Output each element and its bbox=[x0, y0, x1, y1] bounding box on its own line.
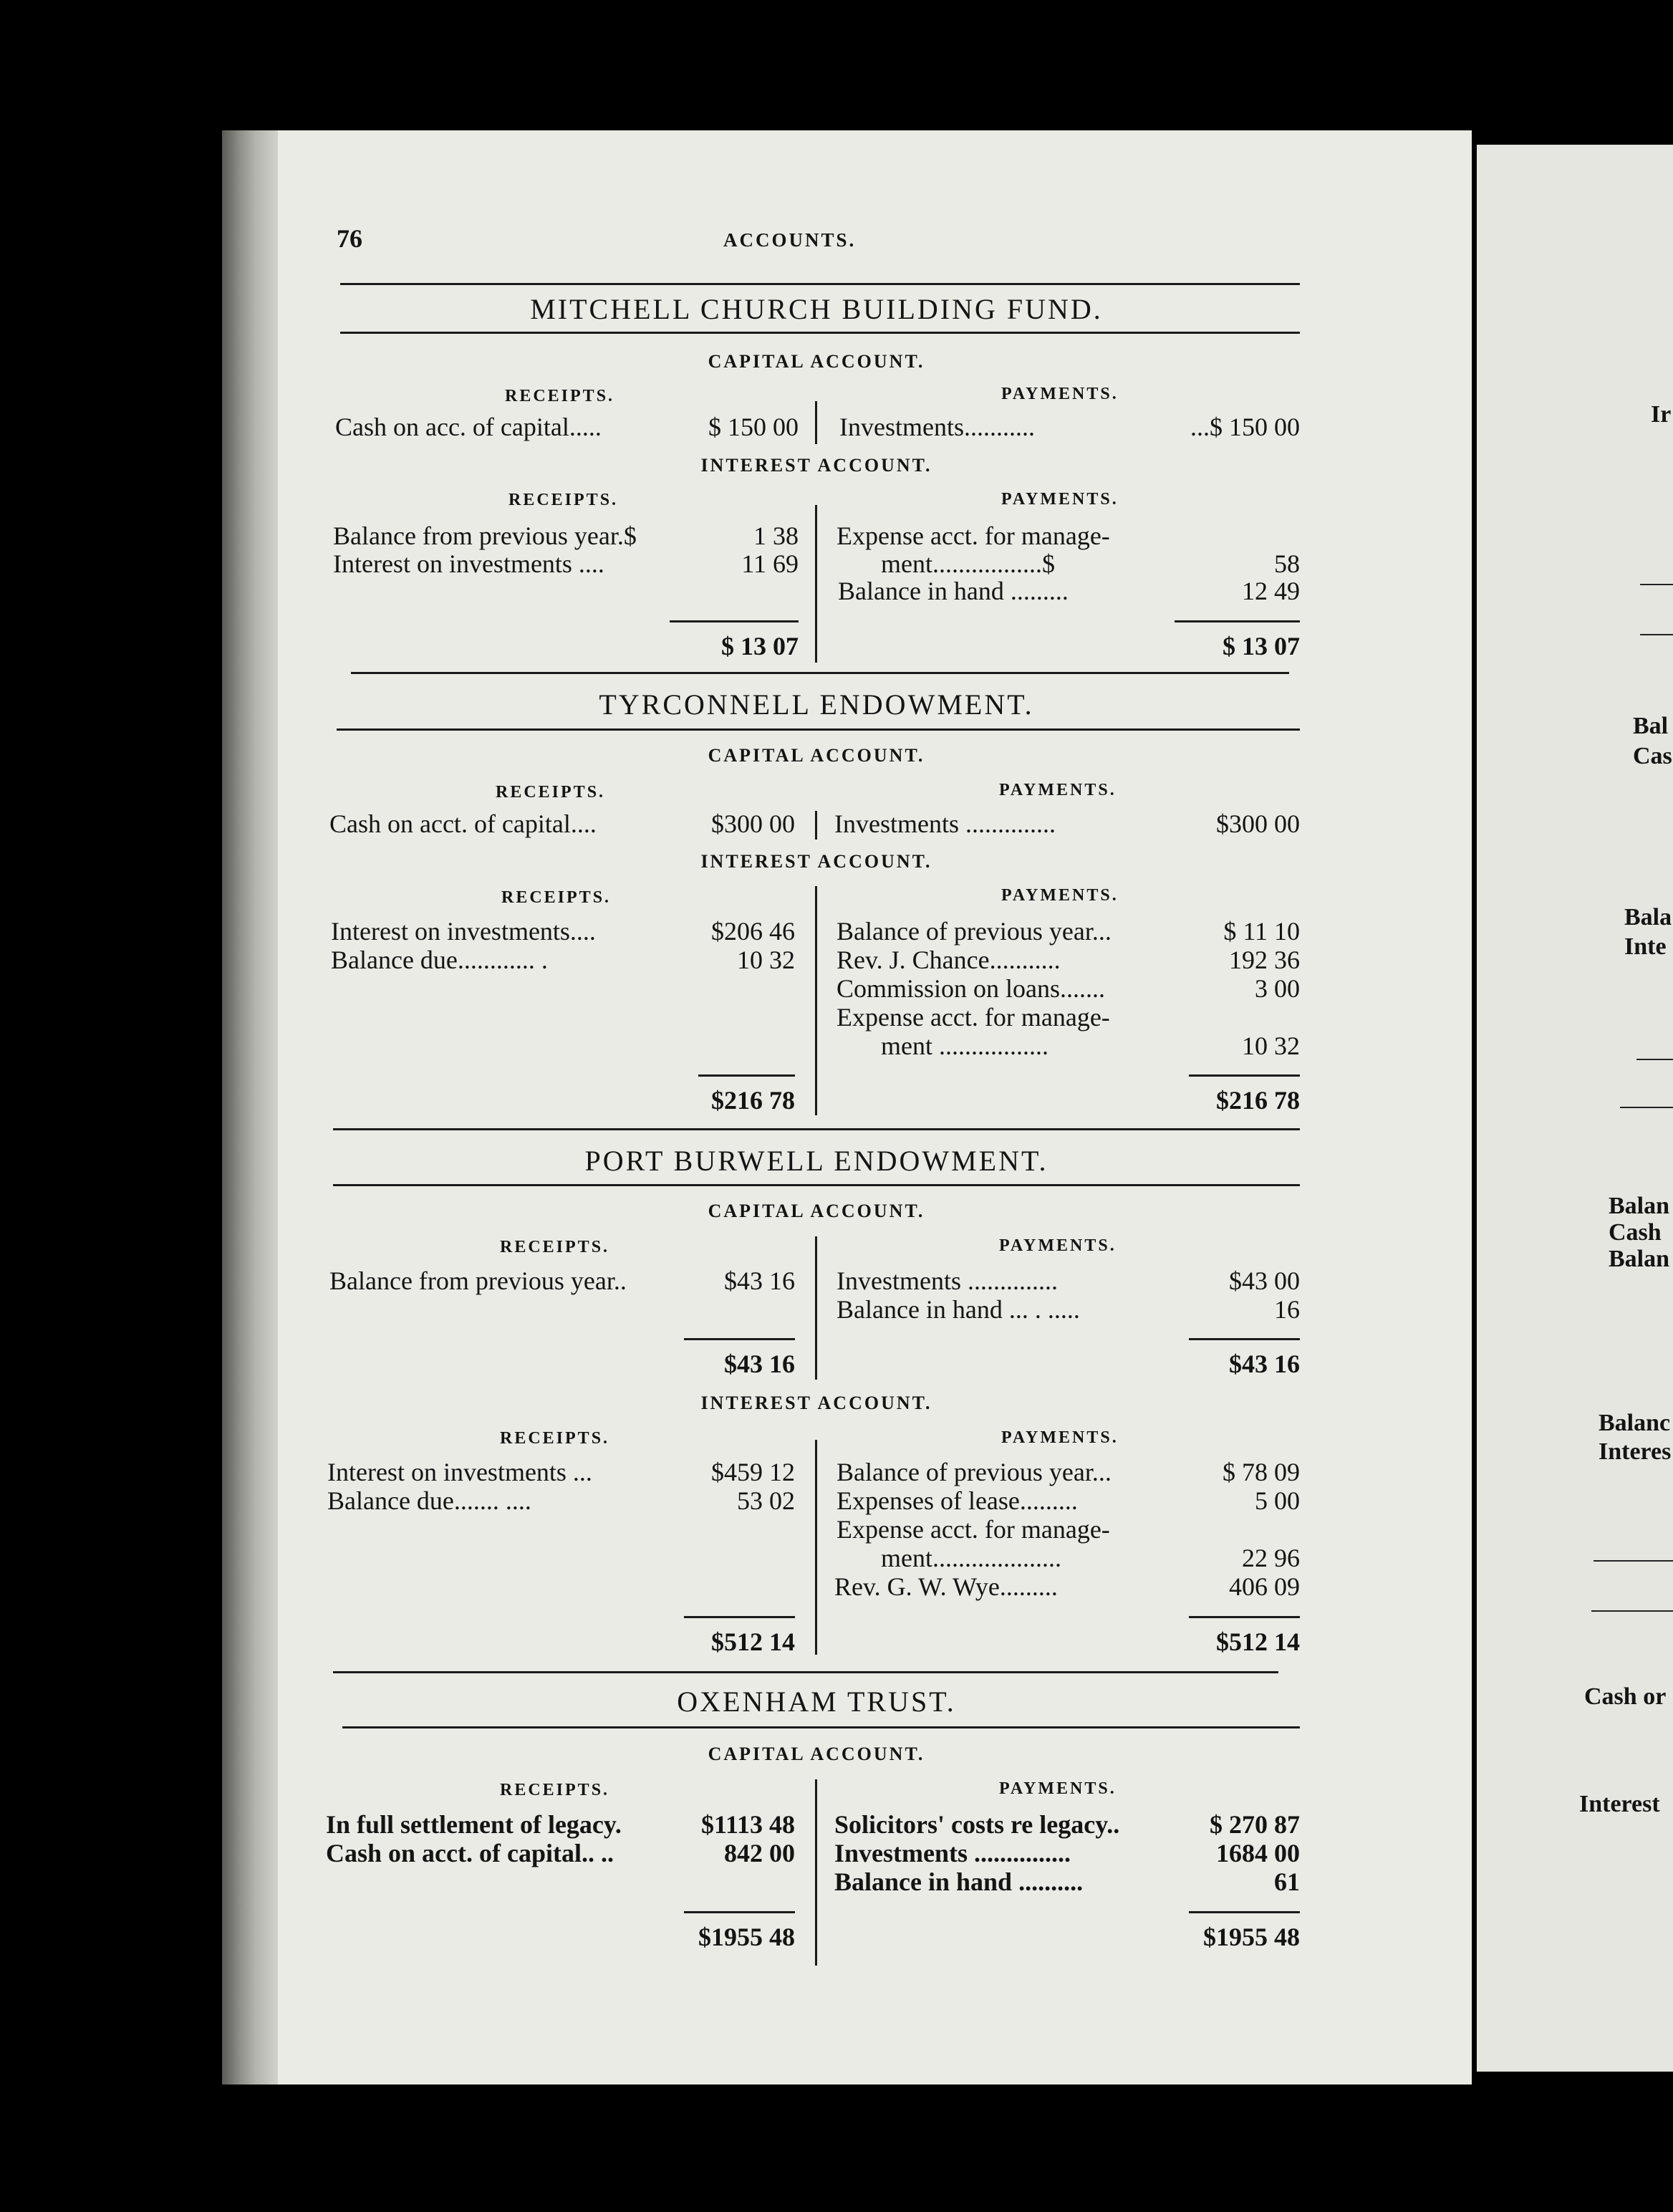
column-divider bbox=[815, 811, 817, 840]
payment-label: Balance in hand ... . ..... bbox=[836, 1295, 1080, 1324]
receipt-amount: 53 02 bbox=[737, 1486, 795, 1515]
receipt-label: Balance due............ . bbox=[331, 946, 548, 974]
payment-amount: 1684 00 bbox=[1216, 1839, 1300, 1867]
sum-rule bbox=[1189, 1911, 1300, 1913]
account-heading: INTEREST ACCOUNT. bbox=[700, 851, 932, 872]
payment-amount: 5 00 bbox=[1255, 1486, 1300, 1515]
payment-label: Commission on loans....... bbox=[836, 974, 1106, 1003]
payments-heading: PAYMENTS. bbox=[999, 1779, 1117, 1798]
sum-rule bbox=[698, 1074, 795, 1077]
payment-amount: 22 96 bbox=[1242, 1544, 1300, 1572]
receipt-label: Balance from previous year.. bbox=[329, 1266, 627, 1295]
fund-title: TYRCONNELL ENDOWMENT. bbox=[599, 688, 1034, 721]
payments-heading: PAYMENTS. bbox=[1001, 886, 1119, 905]
sum-rule bbox=[1189, 1074, 1300, 1077]
payment-label: Balance in hand ......... bbox=[838, 577, 1069, 605]
facing-page-text: Balan bbox=[1609, 1246, 1670, 1272]
facing-page-rule bbox=[1594, 1560, 1673, 1562]
receipt-amount: $43 16 bbox=[724, 1266, 795, 1295]
payment-label: ment.................... bbox=[881, 1544, 1061, 1572]
facing-page-rule bbox=[1640, 584, 1673, 585]
receipt-label: Balance due....... .... bbox=[327, 1486, 531, 1515]
payment-label: Expense acct. for manage- bbox=[836, 521, 1110, 550]
fund-title: OXENHAM TRUST. bbox=[677, 1686, 956, 1718]
payments-heading: PAYMENTS. bbox=[1001, 1428, 1119, 1447]
payment-amount: 12 49 bbox=[1242, 577, 1300, 605]
receipts-total: $ 13 07 bbox=[721, 632, 799, 660]
payment-label: ment ................. bbox=[881, 1032, 1048, 1060]
facing-page-text: Interest bbox=[1579, 1791, 1660, 1817]
facing-page-text: Inte bbox=[1624, 933, 1667, 960]
payments-heading: PAYMENTS. bbox=[999, 781, 1117, 799]
column-divider bbox=[815, 1236, 817, 1380]
payments-heading: PAYMENTS. bbox=[1001, 385, 1119, 403]
receipt-label: Cash on acct. of capital.. .. bbox=[326, 1839, 614, 1867]
section-rule bbox=[333, 1128, 1300, 1130]
receipts-heading: RECEIPTS. bbox=[500, 1781, 610, 1799]
payment-label: Investments ............... bbox=[834, 1839, 1071, 1867]
receipt-amount: 842 00 bbox=[724, 1839, 795, 1867]
payment-label: Expense acct. for manage- bbox=[836, 1003, 1110, 1032]
payment-amount: ...$ 150 00 bbox=[1190, 413, 1300, 441]
receipts-total: $43 16 bbox=[724, 1350, 795, 1378]
payment-amount: 61 bbox=[1274, 1867, 1300, 1896]
account-heading: CAPITAL ACCOUNT. bbox=[708, 351, 925, 372]
receipt-label: Balance from previous year.$ bbox=[333, 521, 637, 550]
receipt-amount: 11 69 bbox=[741, 549, 799, 578]
receipt-label: In full settlement of legacy. bbox=[326, 1810, 622, 1839]
payments-heading: PAYMENTS. bbox=[999, 1236, 1117, 1255]
fund-title: MITCHELL CHURCH BUILDING FUND. bbox=[530, 293, 1103, 325]
receipt-label: Interest on investments .... bbox=[333, 549, 604, 578]
payment-amount: $ 270 87 bbox=[1210, 1810, 1300, 1839]
facing-page-text: Balanc bbox=[1599, 1410, 1671, 1436]
facing-page-text: Interes bbox=[1599, 1438, 1672, 1465]
payment-label: Balance of previous year... bbox=[836, 917, 1112, 946]
receipt-amount: $459 12 bbox=[711, 1458, 795, 1486]
receipt-amount: $1113 48 bbox=[700, 1810, 795, 1839]
payment-label: Expenses of lease......... bbox=[836, 1486, 1078, 1515]
payment-label: Investments........... bbox=[839, 413, 1035, 441]
receipt-label: Interest on investments.... bbox=[331, 917, 596, 946]
column-divider bbox=[815, 886, 817, 1115]
payment-amount: 192 36 bbox=[1229, 946, 1300, 974]
facing-page-rule bbox=[1620, 1107, 1673, 1108]
receipts-total: $512 14 bbox=[711, 1627, 795, 1656]
receipts-heading: RECEIPTS. bbox=[496, 783, 606, 802]
receipt-amount: $ 150 00 bbox=[708, 413, 799, 441]
payment-label: Expense acct. for manage- bbox=[836, 1515, 1110, 1544]
facing-page-text: Bala bbox=[1624, 904, 1672, 931]
receipts-heading: RECEIPTS. bbox=[501, 888, 612, 907]
facing-page-rule bbox=[1640, 634, 1673, 635]
sum-rule bbox=[670, 620, 799, 622]
column-divider bbox=[815, 401, 817, 444]
section-rule bbox=[337, 728, 1300, 731]
payment-amount: 406 09 bbox=[1229, 1572, 1300, 1601]
payment-amount: 10 32 bbox=[1242, 1032, 1300, 1060]
receipt-label: Cash on acc. of capital..... bbox=[335, 413, 602, 441]
receipts-total: $216 78 bbox=[711, 1086, 795, 1115]
sum-rule bbox=[1189, 1338, 1300, 1340]
sum-rule bbox=[1189, 1616, 1300, 1618]
fund-title: PORT BURWELL ENDOWMENT. bbox=[584, 1145, 1048, 1177]
facing-page bbox=[1477, 145, 1673, 2072]
sum-rule bbox=[684, 1338, 795, 1340]
payment-label: Rev. G. W. Wye......... bbox=[834, 1572, 1058, 1601]
facing-page-text: Cash or bbox=[1584, 1683, 1667, 1710]
payments-total: $512 14 bbox=[1216, 1627, 1300, 1656]
facing-page-rule bbox=[1591, 1610, 1673, 1612]
payment-amount: 3 00 bbox=[1255, 974, 1300, 1003]
payment-amount: $300 00 bbox=[1216, 809, 1300, 838]
payment-label: Investments .............. bbox=[836, 1266, 1058, 1295]
receipts-heading: RECEIPTS. bbox=[508, 491, 619, 509]
account-heading: CAPITAL ACCOUNT. bbox=[708, 745, 925, 766]
account-heading: INTEREST ACCOUNT. bbox=[700, 1393, 932, 1413]
receipts-total: $1955 48 bbox=[698, 1923, 795, 1951]
payment-label: Investments .............. bbox=[834, 809, 1056, 838]
column-divider bbox=[815, 1779, 817, 1966]
section-rule bbox=[342, 1726, 1300, 1728]
receipt-label: Interest on investments ... bbox=[327, 1458, 592, 1486]
payment-label: Rev. J. Chance........... bbox=[836, 946, 1061, 974]
page-number: 76 bbox=[337, 224, 362, 253]
payment-label: Solicitors' costs re legacy.. bbox=[834, 1810, 1120, 1839]
account-heading: INTEREST ACCOUNT. bbox=[700, 455, 932, 476]
payment-amount: $43 00 bbox=[1229, 1266, 1300, 1295]
payments-total: $1955 48 bbox=[1203, 1923, 1300, 1951]
facing-page-text: Balan bbox=[1609, 1193, 1670, 1219]
payments-heading: PAYMENTS. bbox=[1001, 490, 1119, 509]
receipt-amount: $206 46 bbox=[711, 917, 795, 946]
facing-page-text: Cas bbox=[1633, 743, 1672, 769]
facing-page-rule bbox=[1636, 1059, 1673, 1060]
section-rule bbox=[340, 332, 1300, 334]
receipt-amount: $300 00 bbox=[711, 809, 795, 838]
facing-page-text: Cash bbox=[1609, 1219, 1662, 1246]
payment-label: ment.................$ bbox=[881, 549, 1055, 578]
receipt-label: Cash on acct. of capital.... bbox=[329, 809, 597, 838]
payment-amount: 16 bbox=[1274, 1295, 1300, 1324]
section-rule bbox=[333, 1671, 1278, 1673]
book-spine bbox=[222, 130, 278, 2084]
payments-total: $43 16 bbox=[1229, 1350, 1300, 1378]
payment-label: Balance of previous year... bbox=[836, 1458, 1112, 1486]
column-divider bbox=[815, 505, 817, 663]
section-rule bbox=[340, 283, 1300, 285]
payment-amount: $ 11 10 bbox=[1223, 917, 1300, 946]
receipts-heading: RECEIPTS. bbox=[500, 1238, 610, 1256]
account-heading: CAPITAL ACCOUNT. bbox=[708, 1201, 925, 1221]
section-rule bbox=[333, 1184, 1300, 1186]
account-heading: CAPITAL ACCOUNT. bbox=[708, 1744, 925, 1764]
running-head: ACCOUNTS. bbox=[723, 229, 857, 251]
payments-total: $ 13 07 bbox=[1223, 632, 1300, 660]
payment-amount: 58 bbox=[1274, 549, 1300, 578]
receipts-heading: RECEIPTS. bbox=[500, 1429, 610, 1448]
payment-amount: $ 78 09 bbox=[1223, 1458, 1300, 1486]
payments-total: $216 78 bbox=[1216, 1086, 1300, 1115]
receipts-heading: RECEIPTS. bbox=[505, 387, 615, 405]
sum-rule bbox=[684, 1616, 795, 1618]
sum-rule bbox=[684, 1911, 795, 1913]
receipt-amount: 1 38 bbox=[753, 521, 799, 550]
facing-page-text: Bal bbox=[1633, 713, 1669, 739]
payment-label: Balance in hand .......... bbox=[834, 1867, 1084, 1896]
sum-rule bbox=[1175, 620, 1300, 622]
section-rule bbox=[351, 672, 1289, 674]
receipt-amount: 10 32 bbox=[737, 946, 795, 974]
column-divider bbox=[815, 1440, 817, 1655]
facing-page-text: Ir bbox=[1651, 401, 1672, 428]
